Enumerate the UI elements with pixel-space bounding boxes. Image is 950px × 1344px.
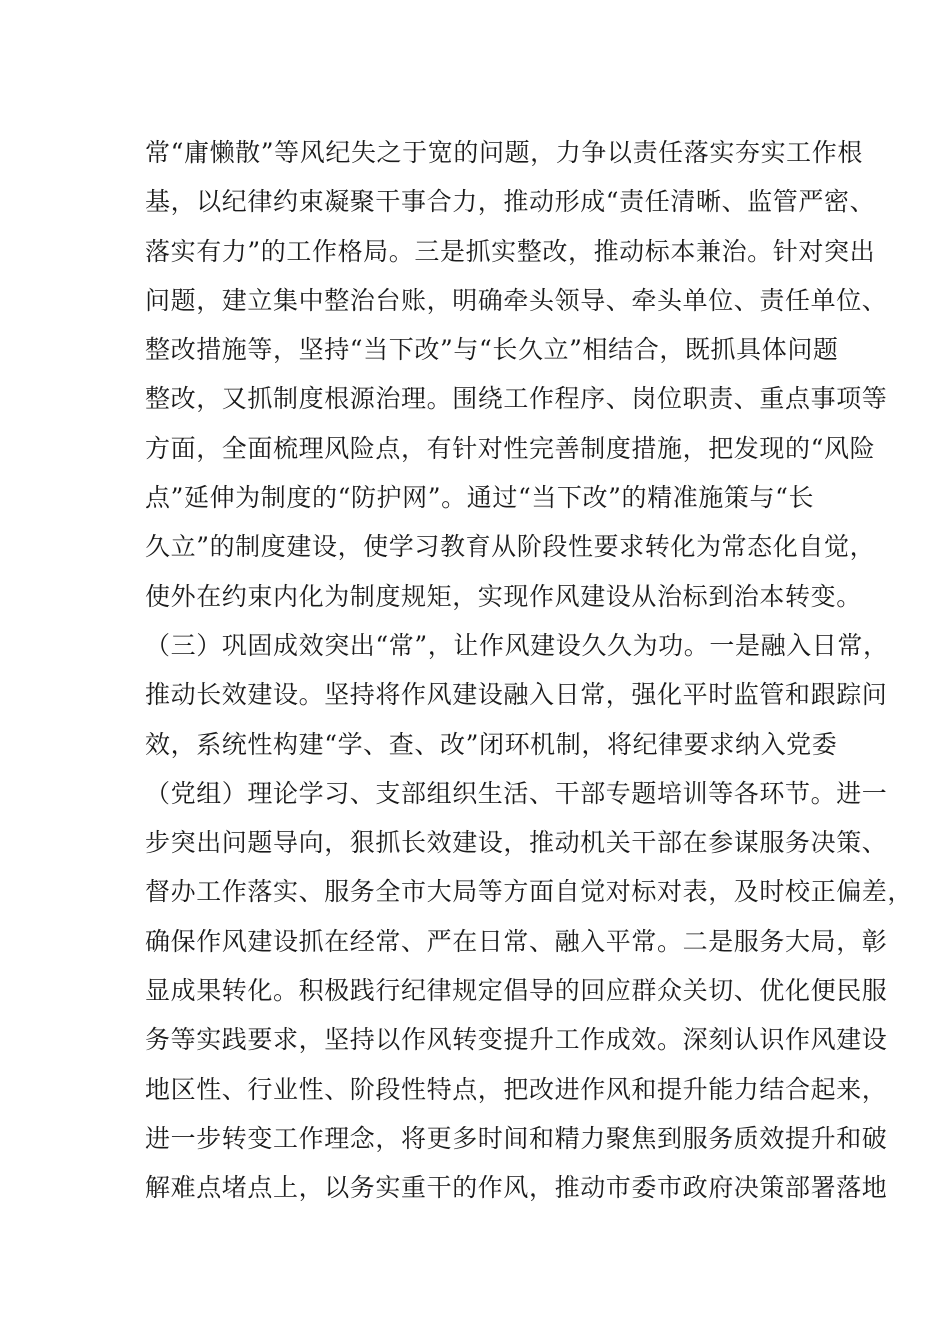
text-line: 基，以纪律约束凝聚干事合力，推动形成“责任清晰、监管严密、 — [145, 187, 876, 217]
body-text — [145, 128, 914, 1213]
text-line: 久立”的制度建设，使学习教育从阶段性要求转化为常态化自觉， — [145, 532, 876, 562]
text-line: 效，系统性构建“学、查、改”闭环机制，将纪律要求纳入党委 — [145, 729, 838, 759]
text-line: 问题，建立集中整治台账，明确牵头领导、牵头单位、责任单位、 — [145, 285, 888, 315]
section-heading-line: （三）巩固成效突出“常”，让作风建设久久为功。一是融入日常， — [145, 630, 889, 660]
text-line: 步突出问题导向，狠抓长效建设，推动机关干部在参谋服务决策、 — [145, 828, 888, 858]
text-line: 显成果转化。积极践行纪律规定倡导的回应群众关切、优化便民服 — [145, 976, 888, 1006]
text-line: 解难点堵点上，以务实重干的作风，推动市委市政府决策部署落地 — [145, 1173, 888, 1203]
text-line: 进一步转变工作理念，将更多时间和精力聚焦到服务质效提升和破 — [145, 1123, 888, 1153]
text-line: 方面，全面梳理风险点，有针对性完善制度措施，把发现的“风险 — [145, 433, 876, 463]
text-line: （党组）理论学习、支部组织生活、干部专题培训等各环节。进一 — [145, 778, 888, 808]
text-line: 整改措施等，坚持“当下改”与“长久立”相结合，既抓具体问题 — [145, 335, 839, 365]
text-line: 推动长效建设。坚持将作风建设融入日常，强化平时监管和跟踪问 — [145, 680, 888, 710]
text-line: 落实有力”的工作格局。三是抓实整改，推动标本兼治。针对突出 — [145, 236, 876, 266]
text-line: 确保作风建设抓在经常、严在日常、融入平常。二是服务大局，彰 — [145, 926, 888, 956]
text-line: 常“庸懒散”等风纪失之于宽的问题，力争以责任落实夯实工作根 — [145, 138, 863, 167]
text-line: 使外在约束内化为制度规矩，实现作风建设从治标到治本转变。 — [145, 581, 862, 611]
text-line: 务等实践要求，坚持以作风转变提升工作成效。深刻认识作风建设 — [145, 1025, 888, 1055]
text-line: 整改，又抓制度根源治理。围绕工作程序、岗位职责、重点事项等 — [145, 384, 888, 414]
text-line: 点”延伸为制度的“防护网”。通过“当下改”的精准施策与“长 — [145, 483, 815, 513]
text-line: 地区性、行业性、阶段性特点，把改进作风和提升能力结合起来， — [145, 1074, 888, 1104]
text-line: 督办工作落实、服务全市大局等方面自觉对标对表，及时校正偏差， — [145, 877, 914, 907]
